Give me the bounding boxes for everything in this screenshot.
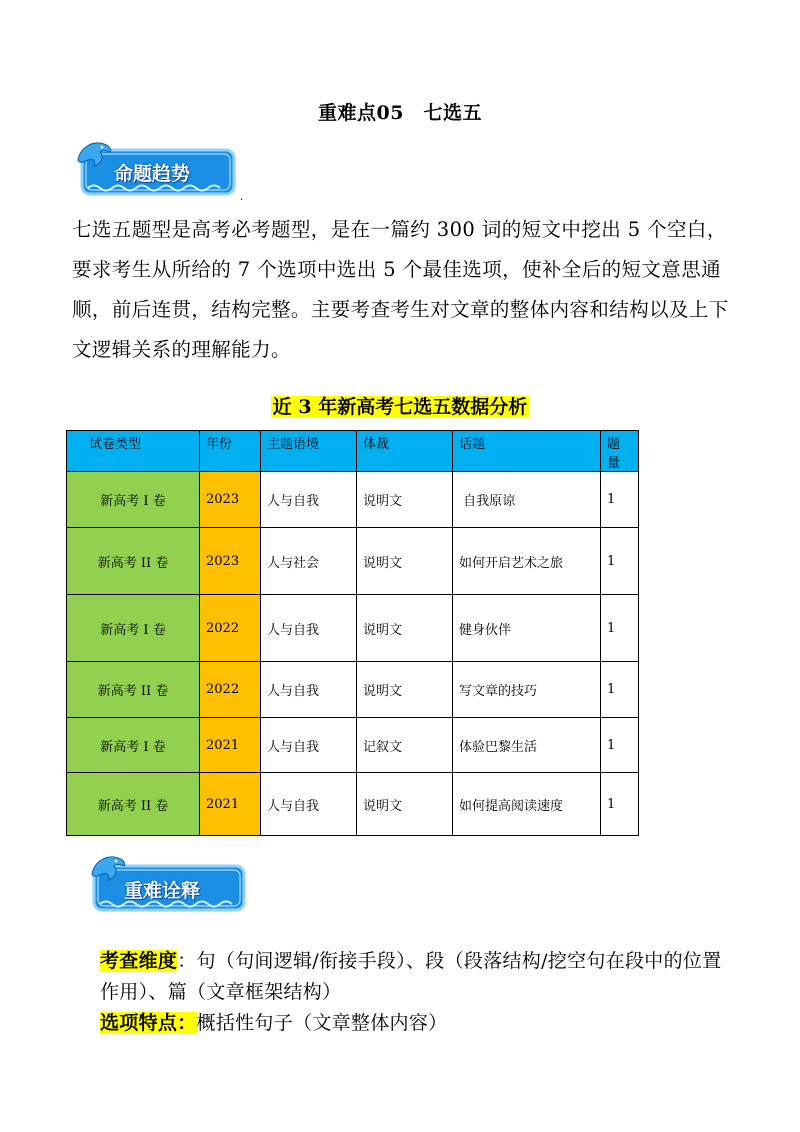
cell-topic: 体验巴黎生活 <box>453 718 601 773</box>
cell-genre: 说明文 <box>357 528 453 595</box>
cell-type: 新高考 II 卷 <box>67 662 200 718</box>
header-cell: 试卷类型 <box>67 431 200 472</box>
header-cell: 年份 <box>200 431 261 472</box>
header-cell: 体裁 <box>357 431 453 472</box>
analysis-line-2 <box>72 1008 737 1039</box>
cell-genre: 说明文 <box>357 662 453 718</box>
section-banner-trend <box>74 138 242 200</box>
cell-topic: 如何开启艺术之旅 <box>453 528 601 595</box>
table-row <box>67 718 639 773</box>
option-label: 选项特点： <box>100 1012 197 1034</box>
header-cell: 话题 <box>453 431 601 472</box>
cell-theme: 人与自我 <box>261 595 357 662</box>
cell-type: 新高考 I 卷 <box>67 472 200 528</box>
table-row <box>67 595 639 662</box>
cell-theme: 人与自我 <box>261 662 357 718</box>
cell-theme: 人与自我 <box>261 718 357 773</box>
cell-topic: 健身伙伴 <box>453 595 601 662</box>
table-title-text: 近 3 年新高考七选五数据分析 <box>272 396 528 418</box>
cell-topic: 写文章的技巧 <box>453 662 601 718</box>
dolphin-icon <box>74 138 114 172</box>
cell-genre: 说明文 <box>357 595 453 662</box>
cell-count: 1 <box>601 662 639 718</box>
cell-count: 1 <box>601 773 639 836</box>
cell-year: 2023 <box>200 472 261 528</box>
table-row <box>67 773 639 836</box>
decorative-dot: . <box>240 192 244 203</box>
cell-genre: 记叙文 <box>357 718 453 773</box>
cell-count: 1 <box>601 528 639 595</box>
table-row <box>67 662 639 718</box>
cell-topic: 如何提高阅读速度 <box>453 773 601 836</box>
cell-count: 1 <box>601 718 639 773</box>
cell-type: 新高考 I 卷 <box>67 718 200 773</box>
table-title <box>0 392 800 419</box>
cell-genre: 说明文 <box>357 773 453 836</box>
cell-year: 2022 <box>200 595 261 662</box>
dimension-text: ：句（句间逻辑/衔接手段）、段（段落结构/挖空句在段中的位置作用）、篇（文章框架结构） <box>100 950 722 1003</box>
cell-type: 新高考 I 卷 <box>67 595 200 662</box>
cell-type: 新高考 II 卷 <box>67 528 200 595</box>
cell-year: 2022 <box>200 662 261 718</box>
table-row <box>67 472 639 528</box>
banner-title: 重难诠释 <box>124 880 201 902</box>
dimension-label: 考查维度 <box>100 950 178 972</box>
cell-theme: 人与自我 <box>261 472 357 528</box>
cell-year: 2021 <box>200 718 261 773</box>
cell-theme: 人与自我 <box>261 773 357 836</box>
page-title: 重难点05 七选五 <box>318 102 482 124</box>
banner-title: 命题趋势 <box>114 163 191 185</box>
cell-count: 1 <box>601 595 639 662</box>
intro-paragraph: 七选五题型是高考必考题型，是在一篇约 300 词的短文中挖出 5 个空白，要求考生从所给的 7 个选项中选出 5 个最佳选项，使补全后的短文意思通顺，前后连贯，结构完整。主要考查考生对文章的整体内容和结构以及上下文逻辑关系的理解能力。 <box>72 218 729 361</box>
cell-topic: 自我原谅 <box>453 472 601 528</box>
dolphin-icon <box>88 852 128 886</box>
analysis-line-1 <box>72 946 737 1008</box>
cell-type: 新高考 II 卷 <box>67 773 200 836</box>
cell-genre: 说明文 <box>357 472 453 528</box>
analysis-section <box>72 946 737 1039</box>
header-cell: 主题语境 <box>261 431 357 472</box>
data-table <box>66 430 639 836</box>
cell-year: 2021 <box>200 773 261 836</box>
table-header-row <box>67 431 639 472</box>
cell-theme: 人与社会 <box>261 528 357 595</box>
cell-year: 2023 <box>200 528 261 595</box>
header-cell: 题量 <box>601 431 639 472</box>
table-row <box>67 528 639 595</box>
option-text: 概括性句子（文章整体内容） <box>196 1012 448 1034</box>
cell-count: 1 <box>601 472 639 528</box>
section-banner-analysis <box>88 852 248 916</box>
